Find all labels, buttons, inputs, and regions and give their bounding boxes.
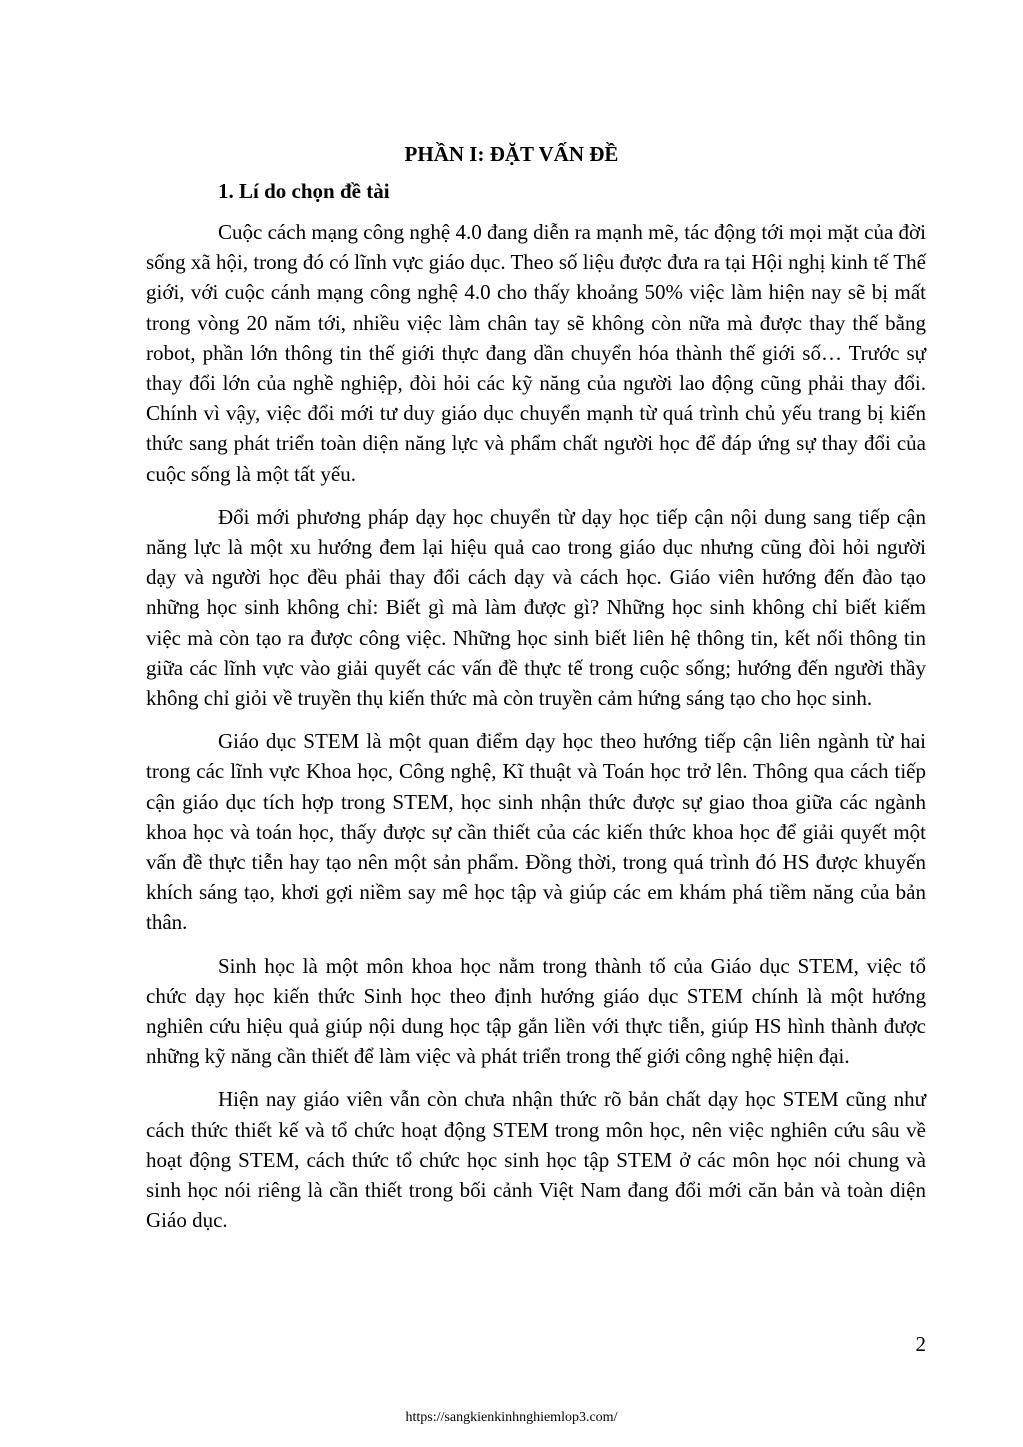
section-title: 1. Lí do chọn đề tài (218, 179, 390, 203)
paragraph-3: Giáo dục STEM là một quan điểm dạy học theo hướng tiếp cận liên ngành từ hai trong các lĩnh vực Khoa học, Công nghệ, Kĩ thuật và Toán học trở lên. Thông qua cách tiếp cận giáo dục tích hợp trong STEM, học sinh nhận thức được sự giao thoa giữa các ngành khoa học và toán học, thấy được sự cần thiết của các kiến thức khoa học để giải quyết một vấn đề thực tiễn hay tạo nên một sản phẩm. Đồng thời, trong quá trình đó HS được khuyến khích sáng tạo, khơi gợi niềm say mê học tập và giúp các em khám phá tiềm năng của bản thân. (146, 729, 926, 935)
paragraph-5: Hiện nay giáo viên vẫn còn chưa nhận thức rõ bản chất dạy học STEM cũng như cách thức thiết kế và tổ chức hoạt động STEM trong môn học, nên việc nghiên cứu sâu về hoạt động STEM, cách thức tổ chức học sinh học tập STEM ở các môn học nói chung và sinh học nói riêng là cần thiết trong bối cảnh Việt Nam đang đổi mới căn bản và toàn diện Giáo dục. (146, 1087, 926, 1233)
footer-url: https://sangkienkinhnghiemlop3.com/ (405, 1410, 618, 1425)
paragraph-2: Đổi mới phương pháp dạy học chuyển từ dạy học tiếp cận nội dung sang tiếp cận năng lực là một xu hướng đem lại hiệu quả cao trong giáo dục nhưng cũng đòi hỏi người dạy và người học đều phải thay đổi cách dạy và cách học. Giáo viên hướng đến đào tạo những học sinh không chỉ: Biết gì mà làm được gì? Những học sinh không chỉ biết kiếm việc mà còn tạo ra được công việc. Những học sinh biết liên hệ thông tin, kết nối thông tin giữa các lĩnh vực vào giải quyết các vấn đề thực tế trong cuộc sống; hướng đến người thầy không chỉ giỏi về truyền thụ kiến thức mà còn truyền cảm hứng sáng tạo cho học sinh. (146, 504, 926, 711)
paragraph-1: Cuộc cách mạng công nghệ 4.0 đang diễn ra mạnh mẽ, tác động tới mọi mặt của đời sống xã hội, trong đó có lĩnh vực giáo dục. Theo số liệu được đưa ra tại Hội nghị kinh tế Thế giới, với cuộc cánh mạng công nghệ 4.0 cho thấy khoảng 50% việc làm hiện nay sẽ bị mất trong vòng 20 năm tới, nhiều việc làm chân tay sẽ không còn nữa mà được thay thế bằng robot, phần lớn thông tin thế giới thực đang dần chuyển hóa thành thế giới số… Trước sự thay đổi lớn của nghề nghiệp, đòi hỏi các kỹ năng của người lao động cũng phải thay đổi. Chính vì vậy, việc đổi mới tư duy giáo dục chuyển mạnh từ quá trình chủ yếu trang bị kiến thức sang phát triển toàn diện năng lực và phẩm chất người học để đáp ứng sự thay đổi của cuộc sống là một tất yếu. (146, 220, 926, 486)
part-heading: PHẦN I: ĐẶT VẤN ĐỀ (404, 142, 619, 166)
page-number: 2 (915, 1332, 926, 1356)
paragraph-4: Sinh học là một môn khoa học nằm trong thành tố của Giáo dục STEM, việc tổ chức dạy học kiến thức Sinh học theo định hướng giáo dục STEM chính là một hướng nghiên cứu hiệu quả giúp nội dung học tập gắn liền với thực tiễn, giúp HS hình thành được những kỹ năng cần thiết để làm việc và phát triển trong thế giới công nghệ hiện đại. (146, 953, 926, 1069)
body-text (146, 217, 926, 1249)
